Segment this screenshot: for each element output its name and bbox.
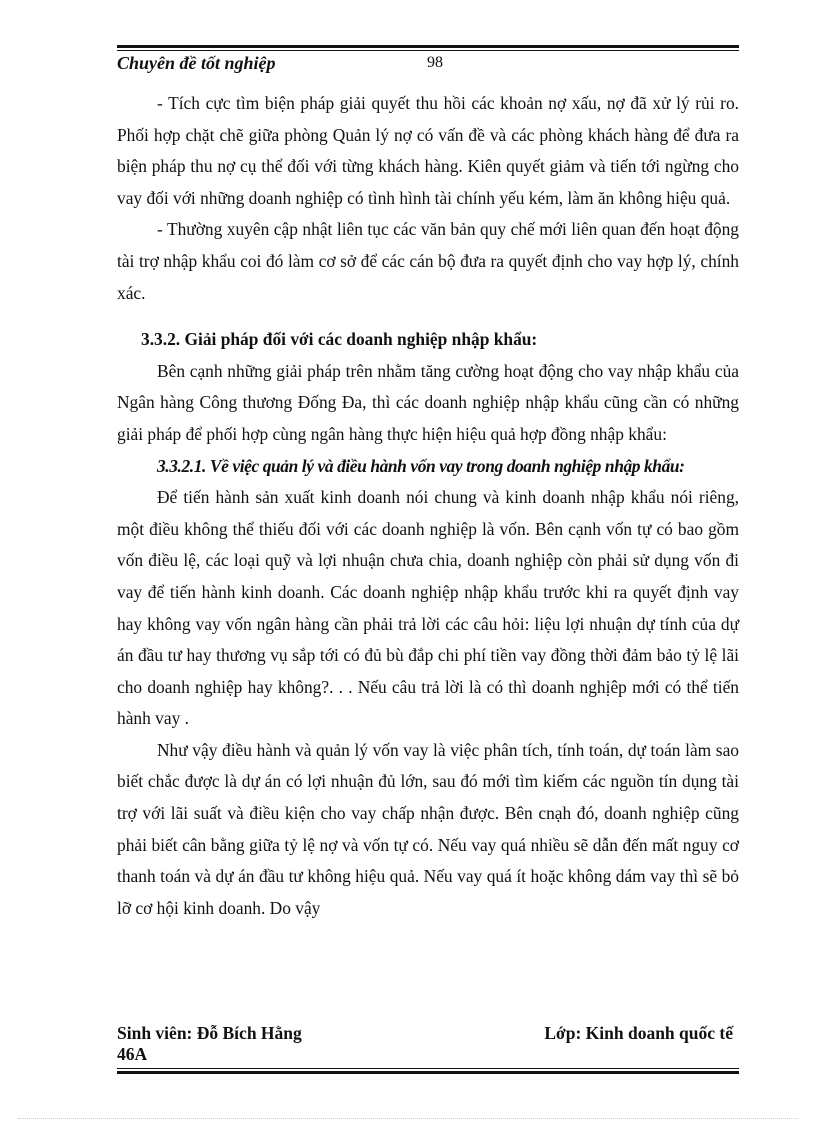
paragraph: Như vậy điều hành và quản lý vốn vay là việc phân tích, tính toán, dự toán làm sao biết chắc được là dự án có lợi nhuận đủ lớn, sau đó mới tìm kiếm các nguồn tín dụng tài trợ với lãi suất và điều kiện cho vay chấp nhận được. Bên cnạh đó, doanh nghiệp cũng phải biết cân bằng giữa tỷ lệ nợ và vốn tự có. Nếu vay quá nhiều sẽ dẫn đến mất nguy cơ thanh toán và dự án đầu tư không hiệu quả. Nếu vay quá ít hoặc không dám vay thì sẽ bỏ lỡ cơ hội kinh doanh. Do vậy (117, 739, 739, 918)
paragraph: - Tích cực tìm biện pháp giải quyết thu hồi các khoản nợ xấu, nợ đã xử lý rủi ro. Phối hợp chặt chẽ giữa phòng Quản lý nợ có vấn đề và các phòng khách hàng để đưa ra biện pháp thu nợ cụ thể đối với từng khách hàng. Kiên quyết giảm và tiến tới ngừng cho vay đối với những doanh nghiệp có tình hình tài chính yếu kém, làm ăn không hiệu quả. (117, 93, 739, 208)
subsection-heading: 3.3.2.1. Về việc quản lý và điều hành vốn vay trong doanh nghiệp nhập khẩu: (157, 455, 685, 476)
paragraph: - Thường xuyên cập nhật liên tục các văn bản quy chế mới liên quan đến hoạt động tài trợ nhập khẩu coi đó làm cơ sở để các cán bộ đưa ra quyết định cho vay hợp lý, chính xác. (117, 219, 739, 303)
page-number: 98 (427, 54, 443, 71)
footer-rule-thick (117, 1071, 739, 1074)
header-rule-thick (117, 45, 739, 48)
paragraph: Để tiến hành sản xuất kinh doanh nói chung và kinh doanh nhập khẩu nói riêng, một điều không thể thiếu đối với các doanh nghiệp là vốn. Bên cạnh vốn tự có bao gồm vốn điều lệ, các loại quỹ và lợi nhuận chưa chia, doanh nghiệp còn phải sử dụng vốn đi vay để tiến hành kinh doanh. Các doanh nghiệp nhập khẩu trước khi ra quyết định vay hay không vay vốn ngân hàng cần phải trả lời các câu hỏi: liệu lợi nhuận dự tính của dự án đầu tư hay thương vụ sắp tới có đủ bù đắp chi phí tiền vay đồng thời đảm bảo tỷ lệ lãi cho doanh nghiệp hay không?. . . Nếu câu trả lời là có thì doanh nghịêp mới có thể tiến hành vay . (117, 487, 739, 729)
class-label: Lớp: Kinh doanh quốc tế (544, 1023, 733, 1043)
footer-rule-thin (117, 1068, 739, 1069)
header-rule-thin (117, 50, 739, 51)
class-code: 46A (117, 1044, 148, 1064)
page-body (117, 88, 739, 924)
student-name: Sinh viên: Đỗ Bích Hằng (117, 1023, 302, 1043)
page-edge-divider (18, 1118, 798, 1119)
paragraph: Bên cạnh những giải pháp trên nhằm tăng cường hoạt động cho vay nhập khẩu của Ngân hàng Công thương Đống Đa, thì các doanh nghiệp nhập khẩu cũng cần có những giải pháp để phối hợp cùng ngân hàng thực hiện hiệu quả hợp đồng nhập khẩu: (117, 360, 739, 444)
section-heading: 3.3.2. Giải pháp đối với các doanh nghiệp nhập khẩu: (141, 329, 538, 350)
document-title: Chuyên đề tốt nghiệp (117, 53, 276, 73)
